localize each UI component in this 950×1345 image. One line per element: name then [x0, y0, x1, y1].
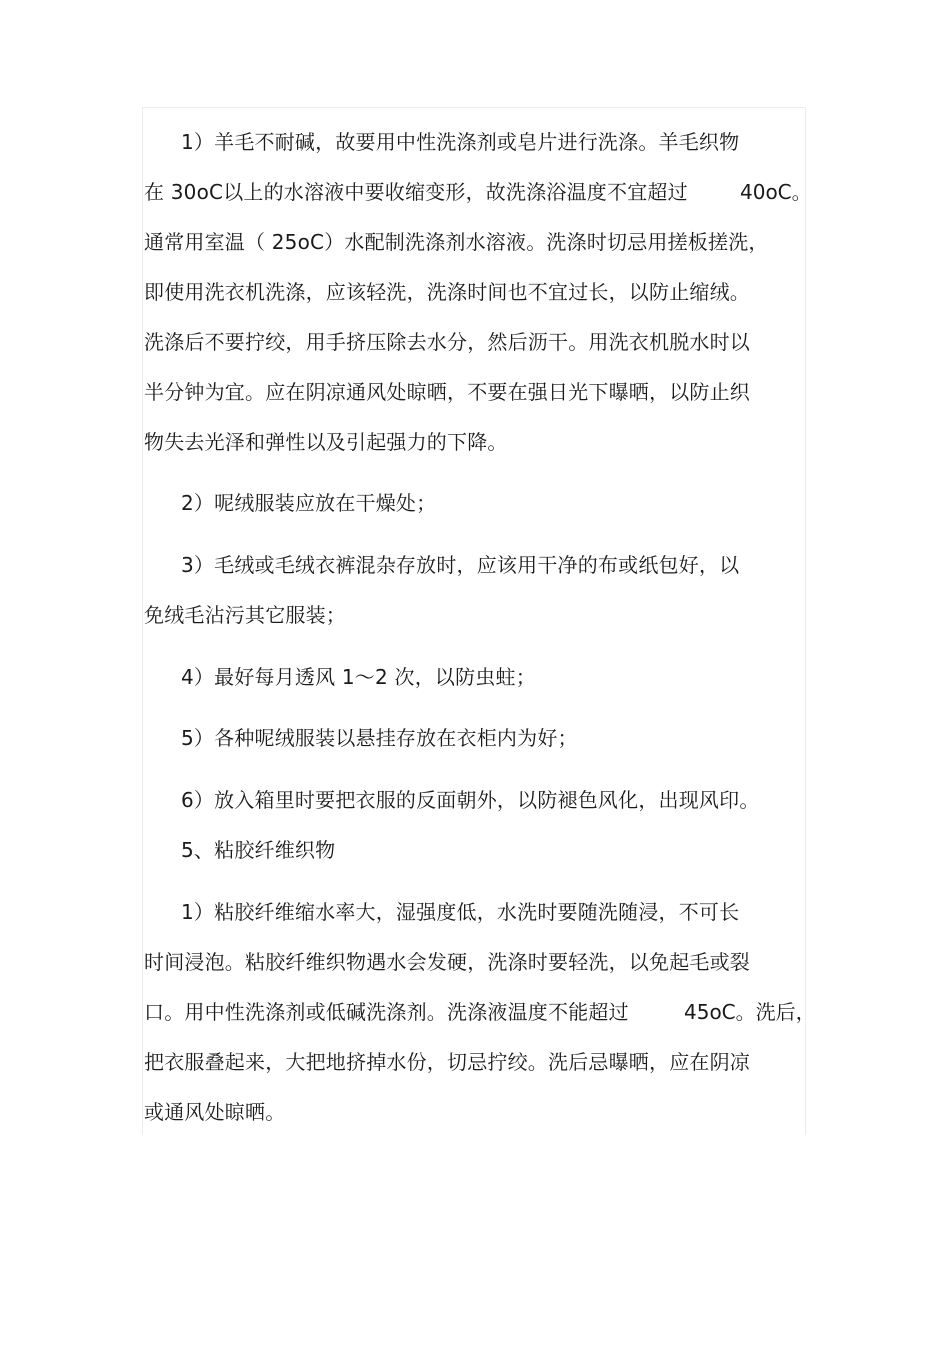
list-item: 1）粘胶纤维缩水率大，湿强度低，水洗时要随洗随浸，不可长: [181, 900, 740, 924]
paragraph-line: 即使用洗衣机洗涤，应该轻洗，洗涤时间也不宜过长，以防止缩绒。: [144, 280, 750, 304]
paragraph-line: 洗涤后不要拧绞，用手挤压除去水分，然后沥干。用洗衣机脱水时以: [144, 330, 750, 354]
paragraph-line: 物失去光泽和弹性以及引起强力的下降。: [144, 430, 508, 454]
paragraph-line: 把衣服叠起来，大把地挤掉水份，切忌拧绞。洗后忌曝晒，应在阴凉: [144, 1050, 750, 1074]
paragraph-line: 口。用中性洗涤剂或低碱洗涤剂。洗涤液温度不能超过: [144, 1000, 629, 1024]
paragraph-line: 在 30oC以上的水溶液中要收缩变形，故洗涤浴温度不宜超过: [144, 180, 688, 204]
list-item: 3）毛绒或毛绒衣裤混杂存放时，应该用干净的布或纸包好，以: [181, 553, 740, 577]
section-heading: 5、粘胶纤维织物: [181, 838, 336, 862]
paragraph-line: 半分钟为宜。应在阴凉通风处晾晒，不要在强日光下曝晒，以防止织: [144, 380, 750, 404]
list-item: 2）呢绒服装应放在干燥处；: [181, 491, 437, 515]
paragraph-line-end: 40oC。: [740, 180, 812, 204]
paragraph-line: 通常用室温（ 25oC）水配制洗涤剂水溶液。洗涤时切忌用搓板搓洗，: [144, 230, 769, 254]
list-item: 5）各种呢绒服装以悬挂存放在衣柜内为好；: [181, 726, 578, 750]
paragraph-line: 免绒毛沾污其它服装；: [144, 603, 346, 627]
paragraph-line: 或通风处晾晒。: [144, 1100, 286, 1124]
list-item: 4）最好每月透风 1～2 次，以防虫蛀；: [181, 665, 536, 689]
paragraph-line: 1）羊毛不耐碱，故要用中性洗涤剂或皂片进行洗涤。羊毛织物: [181, 130, 740, 154]
paragraph-line-end: 45oC。洗后，: [684, 1000, 816, 1024]
paragraph-line: 时间浸泡。粘胶纤维织物遇水会发硬，洗涤时要轻洗，以免起毛或裂: [144, 950, 750, 974]
list-item: 6）放入箱里时要把衣服的反面朝外，以防褪色风化，出现风印。: [181, 788, 760, 812]
